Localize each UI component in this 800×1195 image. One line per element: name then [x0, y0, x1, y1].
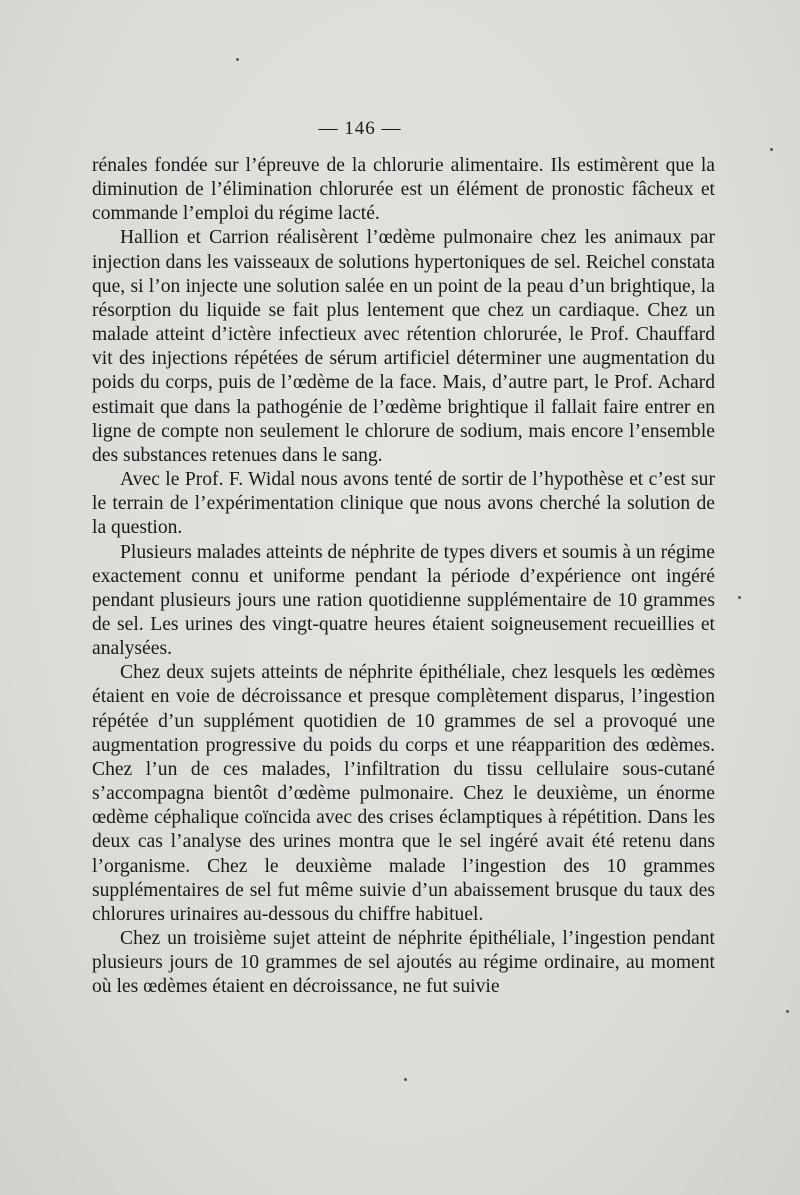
- body-text: [92, 154, 715, 999]
- paragraph-1: rénales fondée sur l’épreuve de la chlorurie alimentaire. Ils estimèrent que la diminution de l’élimination chlorurée est un élément de pronostic fâcheux et commande l’emploi du régime lacté.: [92, 155, 715, 225]
- scan-speck: [738, 596, 741, 599]
- paragraph-2: Hallion et Carrion réalisèrent l’œdème pulmonaire chez les animaux par injection dans les vaisseaux de solutions hypertoniques de sel. Reichel constata que, si l’on injecte une solution salée en un point de la peau d’un brightique, la résorption du liquide se fait plus lentement que chez un cardiaque. Chez un malade atteint d’ictère infectieux avec rétention chlorurée, le Prof. Chauffard vit des injections répétées de sérum artificiel déterminer une augmentation du poids du corps, puis de l’œdème de la face. Mais, d’autre part, le Prof. Achard estimait que dans la pathogénie de l’œdème brightique il fallait faire entrer en ligne de compte non seulement le chlorure de sodium, mais encore l’ensemble des substances retenues dans le sang.: [92, 227, 715, 466]
- scan-speck: [770, 148, 773, 151]
- page-number: — 146 —: [318, 118, 402, 139]
- paragraph-4: Plusieurs malades atteints de néphrite de types divers et soumis à un régime exactement connu et uniforme pendant la période d’expérience ont ingéré pendant plusieurs jours une ration quotidienne supplémentaire de 10 grammes de sel. Les urines des vingt-quatre heures étaient soigneusement recueillies et analysées.: [92, 541, 715, 660]
- paragraph-5: Chez deux sujets atteints de néphrite épithéliale, chez lesquels les œdèmes étaient en voie de décroissance et presque complètement disparus, l’ingestion répétée d’un supplément quotidien de 10 grammes de sel a provoqué une augmentation progressive du poids du corps et une réapparition des œdèmes. Chez l’un de ces malades, l’infiltration du tissu cellulaire sous-cutané s’accompagna bientôt d’œdème pulmonaire. Chez le deuxième, un énorme œdème céphalique coïncida avec des crises éclamptiques à répétition. Dans les deux cas l’analyse des urines montra que le sel ingéré avait été retenu dans l’organisme. Chez le deuxième malade l’ingestion des 10 grammes supplémentaires de sel fut même suivie d’un abaissement brusque du taux des chlorures urinaires au-dessous du chiffre habituel.: [92, 662, 715, 925]
- paragraph-3: Avec le Prof. F. Widal nous avons tenté de sortir de l’hypothèse et c’est sur le terrain de l’expérimentation clinique que nous avons cherché la solution de la question.: [92, 469, 715, 539]
- scan-speck: [404, 1078, 407, 1081]
- scan-speck: [236, 58, 239, 61]
- scan-speck: [786, 1010, 789, 1013]
- paragraph-6: Chez un troisième sujet atteint de néphrite épithéliale, l’ingestion pendant plusieurs jours de 10 grammes de sel ajoutés au régime ordinaire, au moment où les œdèmes étaient en décroissance, ne fut suivie: [92, 928, 715, 998]
